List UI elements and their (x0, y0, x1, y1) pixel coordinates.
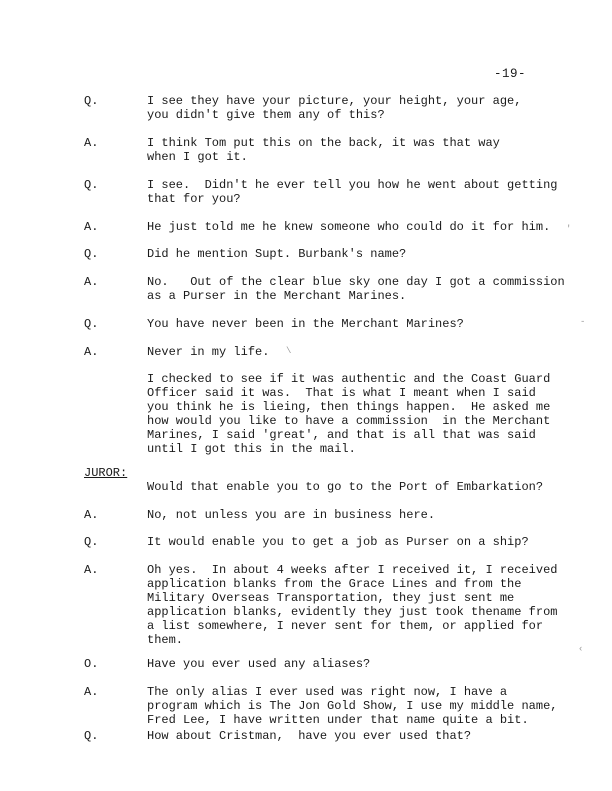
text-line: you think he is lieing, then things happen. He asked me (147, 400, 551, 414)
entry-text (147, 317, 464, 331)
text-line: you didn't give them any of this? (147, 108, 385, 122)
speaker-label: A. (84, 275, 99, 289)
speaker-label: A. (84, 685, 99, 699)
text-line: application blanks from the Grace Lines and from the (147, 577, 522, 591)
text-line: He just told me he knew someone who could do it for him. (147, 220, 551, 234)
scan-mark: \ (286, 346, 292, 356)
entry-text (147, 729, 471, 743)
scan-mark: ‹ (578, 644, 584, 654)
entry-text (147, 136, 500, 164)
text-line: Military Overseas Transportation, they just sent me (147, 591, 515, 605)
text-line: Oh yes. In about 4 weeks after I received it, I received (147, 563, 558, 577)
entry-text (147, 372, 550, 456)
entry-text (147, 247, 406, 261)
text-line: You have never been in the Merchant Marines? (147, 317, 464, 331)
text-line: program which is The Jon Gold Show, I use my middle name, (147, 699, 558, 713)
entry-text (147, 508, 435, 522)
entry-text (147, 275, 565, 303)
scan-mark: - (580, 317, 586, 327)
entry-text (147, 480, 543, 494)
speaker-label: A. (84, 136, 99, 150)
text-line: that for you? (147, 192, 241, 206)
text-line: I see. Didn't he ever tell you how he went about getting (147, 178, 558, 192)
text-line: Fred Lee, I have written under that name quite a bit. (147, 713, 529, 727)
text-line: Marines, I said 'great', and that is all that was said (147, 428, 536, 442)
speaker-label: JUROR: (84, 466, 128, 480)
entry-text (147, 657, 370, 671)
entry-text (147, 94, 521, 122)
speaker-label: Q. (84, 247, 99, 261)
entry-text (147, 220, 550, 234)
text-line: How about Cristman, have you ever used that? (147, 729, 472, 743)
text-line: I think Tom put this on the back, it was that way (147, 136, 500, 150)
speaker-label: A. (84, 508, 99, 522)
text-line: when I got it. (147, 150, 248, 164)
speaker-label: Q. (84, 94, 99, 108)
speaker-label: Q. (84, 729, 99, 743)
speaker-label: Q. (84, 535, 99, 549)
speaker-label: A. (84, 220, 99, 234)
text-line: how would you like to have a commission in the Merchant (147, 414, 551, 428)
text-line: them. (147, 633, 184, 647)
text-line: application blanks, evidently they just took thename from (147, 605, 558, 619)
text-line: until I got this in the mail. (147, 442, 356, 456)
text-line: I see they have your picture, your height, your age, (147, 94, 522, 108)
page-number: -19- (494, 67, 527, 81)
text-line: as a Purser in the Merchant Marines. (147, 289, 407, 303)
text-line: Did he mention Supt. Burbank's name? (147, 247, 407, 261)
speaker-label: A. (84, 345, 99, 359)
scan-mark: ' (566, 224, 572, 234)
speaker-label: Q. (84, 317, 99, 331)
entry-text (147, 178, 557, 206)
text-line: The only alias I ever used was right now, I have a (147, 685, 508, 699)
entry-text (147, 563, 557, 647)
text-line: Would that enable you to go to the Port of Embarkation? (147, 480, 544, 494)
text-line: a list somewhere, I never sent for them, or applied for (147, 619, 544, 633)
text-line: Officer said it was. That is what I meant when I said (147, 386, 536, 400)
text-line: Never in my life. (147, 345, 270, 359)
text-line: Have you ever used any aliases? (147, 657, 371, 671)
text-line: No, not unless you are in business here. (147, 508, 436, 522)
speaker-label: Q. (84, 178, 99, 192)
entry-text (147, 535, 529, 549)
entry-text (147, 685, 557, 727)
text-line: I checked to see if it was authentic and the Coast Guard (147, 372, 551, 386)
text-line: No. Out of the clear blue sky one day I got a commission (147, 275, 565, 289)
entry-text (147, 345, 269, 359)
speaker-label: O. (84, 657, 99, 671)
speaker-label: A. (84, 563, 99, 577)
text-line: It would enable you to get a job as Purser on a ship? (147, 535, 529, 549)
